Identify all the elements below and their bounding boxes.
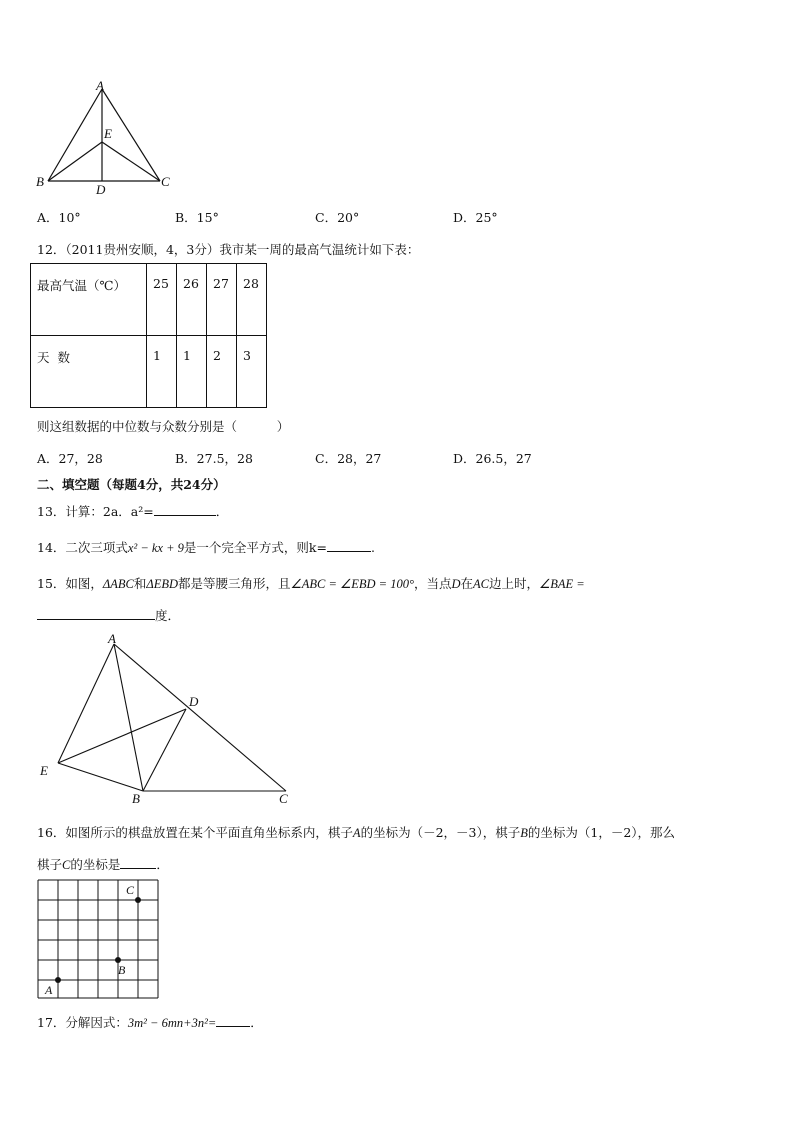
q12-option-b[interactable]: B．27.5，28 (175, 451, 253, 466)
side-ac (114, 644, 286, 791)
q16-piece-a: A (352, 826, 361, 840)
piece-c-dot (135, 897, 141, 903)
q13-end: ． (215, 504, 229, 519)
q16-line2 (37, 855, 169, 873)
table-cell: 25 (147, 264, 177, 336)
q17-prefix: 17．分解因式： (37, 1015, 128, 1030)
q15-point-d: D (451, 577, 461, 591)
side-ab (114, 644, 143, 791)
q11-option-d[interactable]: D．25° (453, 210, 498, 225)
q15-angles: ∠ABC = ∠EBD = 100° (290, 577, 414, 591)
q15-angle-bae: ∠BAE = (539, 577, 585, 591)
q15-line1 (37, 574, 585, 592)
q16-text-a: 16．如图所示的棋盘放置在某个平面直角坐标系内，棋子 (37, 825, 353, 840)
side-ae (58, 644, 114, 763)
q16-piece-c: C (62, 858, 71, 872)
label-b: B (118, 963, 126, 977)
side-ed (58, 709, 186, 763)
q15-line2 (37, 606, 180, 624)
q11-option-b[interactable]: B．15° (175, 210, 219, 225)
side-bd (143, 709, 186, 791)
q16-line1 (37, 823, 675, 841)
table-cell: 1 (147, 336, 177, 408)
q15-side-ac: AC (473, 577, 490, 591)
q16-text-e: 的坐标是 (70, 857, 121, 872)
q16-text-b: 的坐标为（－2，－3），棋子 (360, 825, 521, 840)
segment-be (48, 142, 102, 181)
q12-question: 则这组数据的中位数与众数分别是（ ） (37, 419, 290, 434)
label-a: A (45, 983, 53, 997)
q11-option-a[interactable]: A．10° (37, 210, 81, 225)
q15-mid3: 在 (460, 576, 474, 591)
q16-text-c: 的坐标为（1，－2），那么 (527, 825, 676, 840)
q15-and: 和 (133, 576, 147, 591)
table-cell: 26 (177, 264, 207, 336)
q14-answer-blank[interactable] (327, 540, 371, 552)
label-e: E (40, 763, 48, 778)
side-eb (58, 763, 143, 791)
q13-text: 13．计算：2a．a²= (37, 504, 154, 519)
label-d: D (96, 182, 106, 197)
table-cell: 28 (237, 264, 267, 336)
q16-end: ． (156, 857, 169, 872)
q15-end: 度． (155, 608, 181, 623)
temperature-table (30, 263, 267, 408)
q15-mid: 都是等腰三角形，且 (178, 576, 291, 591)
q16-text-d: 棋子 (37, 857, 63, 872)
q11-triangle-figure (34, 80, 174, 198)
q12-stem: 12．（2011贵州安顺，4，3分）我市某一周的最高气温统计如下表： (37, 242, 420, 257)
side-ab (48, 89, 102, 181)
q11-option-c[interactable]: C．20° (315, 210, 360, 225)
table-cell: 2 (207, 336, 237, 408)
q16-piece-b: B (520, 826, 528, 840)
q12-option-c[interactable]: C．28，27 (315, 451, 382, 466)
q14-end: . (370, 540, 375, 555)
label-a: A (108, 632, 116, 646)
table-row (31, 336, 267, 408)
q14-prefix: 14．二次三项式 (37, 540, 128, 555)
q15-answer-blank[interactable] (37, 608, 155, 620)
row-header-days: 天 数 (31, 336, 147, 408)
q17-answer-blank[interactable] (216, 1015, 250, 1027)
label-a: A (96, 80, 104, 93)
q15-triangle-ebd: ΔEBD (146, 577, 179, 591)
q15-mid4: 边上时， (489, 576, 540, 591)
q15-triangle-abc: ΔABC (102, 577, 134, 591)
q14-suffix: 是一个完全平方式，则k= (183, 540, 327, 555)
label-b: B (36, 174, 44, 189)
segment-ce (102, 142, 160, 181)
q14-expression: x² − kx + 9 (127, 541, 184, 555)
q12-option-d[interactable]: D．26.5，27 (453, 451, 532, 466)
q16-answer-blank[interactable] (120, 857, 156, 869)
section-title: 二、填空题（每题4分，共24分） (37, 477, 226, 492)
label-e: E (104, 126, 112, 141)
table-row (31, 264, 267, 336)
label-b: B (132, 791, 140, 806)
table-cell: 27 (207, 264, 237, 336)
q17-end: ． (250, 1015, 263, 1030)
q13-answer-blank[interactable] (154, 504, 216, 516)
label-d: D (189, 694, 199, 709)
piece-a-dot (55, 977, 61, 983)
q14 (37, 538, 375, 556)
label-c: C (126, 883, 135, 897)
label-c: C (161, 174, 170, 189)
q16-chessboard-figure (36, 878, 162, 1000)
table-cell: 1 (177, 336, 207, 408)
q15-triangles-figure (34, 632, 304, 812)
q15-mid2: ，当点 (413, 576, 452, 591)
q13 (37, 502, 228, 520)
q17-expression: 3m² − 6mn+3n²= (127, 1016, 217, 1030)
q12-option-a[interactable]: A．27，28 (37, 451, 103, 466)
table-cell: 3 (237, 336, 267, 408)
q17 (37, 1013, 263, 1031)
q15-prefix: 15．如图， (37, 576, 103, 591)
label-c: C (279, 791, 288, 806)
row-header-temp: 最高气温（℃） (31, 264, 147, 336)
